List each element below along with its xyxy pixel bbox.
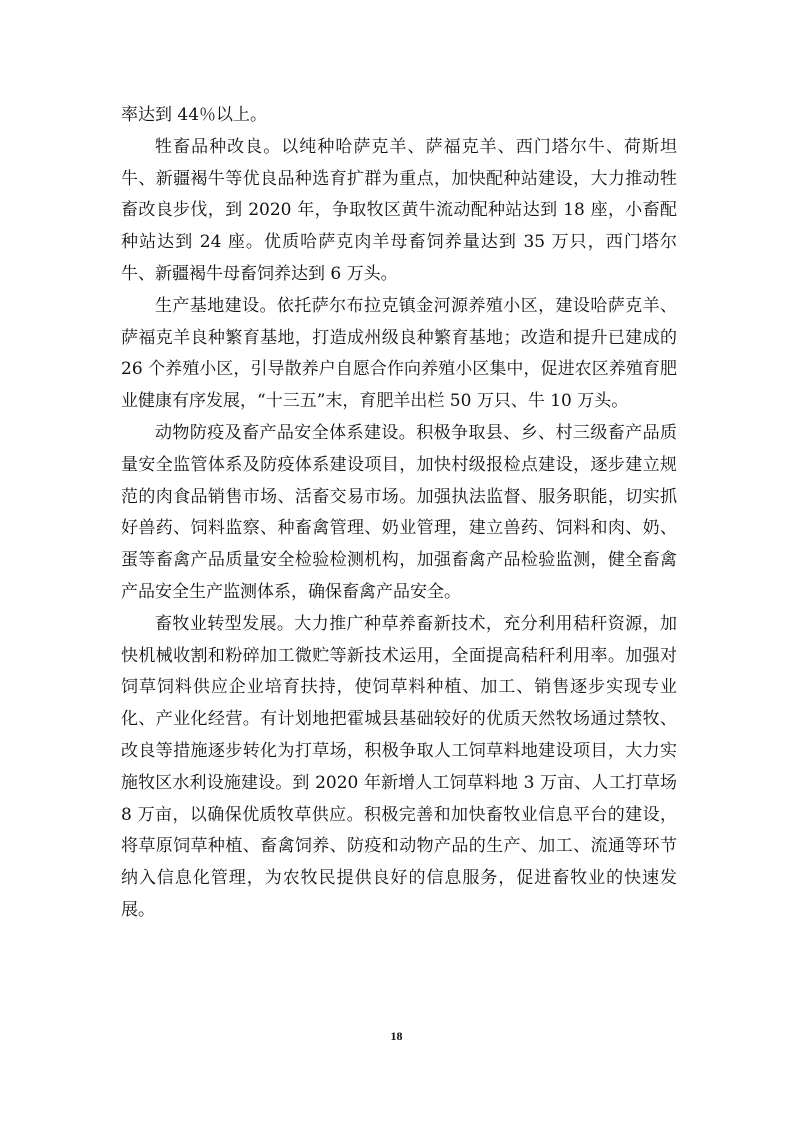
paragraph-livestock-breed-improvement: 牲畜品种改良。以纯种哈萨克羊、萨福克羊、西门塔尔牛、荷斯坦牛、新疆褐牛等优良品种选育扩群为重点，加快配种站建设，大力推动牲畜改良步伐，到 2020 年，争取牧区黄牛流动配种站达到 18 座，小畜配种站达到 24 座。优质哈萨克肉羊母畜饲养量达到 35 万只，西门塔尔牛、新疆褐牛母畜饲养达到 6 万头。 bbox=[121, 136, 677, 284]
paragraph-continuation: 率达到 44％以上。 bbox=[121, 105, 268, 125]
body-text bbox=[121, 100, 677, 927]
paragraph-production-base-construction: 生产基地建设。依托萨尔布拉克镇金河源养殖小区，建设哈萨克羊、萨福克羊良种繁育基地，打造成州级良种繁育基地；改造和提升已建成的 26 个养殖小区，引导散养户自愿合作向养殖小区集中，促进农区养殖育肥业健康有序发展，“十三五”末，育肥羊出栏 50 万只、牛 10 万头。 bbox=[121, 295, 677, 412]
paragraph-epidemic-prevention-safety: 动物防疫及畜产品安全体系建设。积极争取县、乡、村三级畜产品质量安全监管体系及防疫体系建设项目，加快村级报检点建设，逐步建立规范的肉食品销售市场、活畜交易市场。加强执法监督、服务职能，切实抓好兽药、饲料监察、种畜禽管理、奶业管理，建立兽药、饲料和肉、奶、蛋等畜禽产品质量安全检验检测机构，加强畜禽产品检验监测，健全畜禽产品安全生产监测体系，确保畜禽产品安全。 bbox=[121, 422, 677, 602]
page-number: 18 bbox=[390, 1029, 403, 1043]
paragraph-animal-husbandry-transformation: 畜牧业转型发展。大力推广种草养畜新技术，充分利用秸秆资源，加快机械收割和粉碎加工微贮等新技术运用，全面提高秸秆利用率。加强对饲草饲料供应企业培育扶持，使饲草料种植、加工、销售逐步实现专业化、产业化经营。有计划地把霍城县基础较好的优质天然牧场通过禁牧、改良等措施逐步转化为打草场，积极争取人工饲草料地建设项目，大力实施牧区水利设施建设。到 2020 年新增人工饲草料地 3 万亩、人工打草场 8 万亩，以确保优质牧草供应。积极完善和加快畜牧业信息平台的建设，将草原饲草种植、畜禽饲养、防疫和动物产品的生产、加工、流通等环节纳入信息化管理，为农牧民提供良好的信息服务，促进畜牧业的快速发展。 bbox=[121, 613, 677, 920]
